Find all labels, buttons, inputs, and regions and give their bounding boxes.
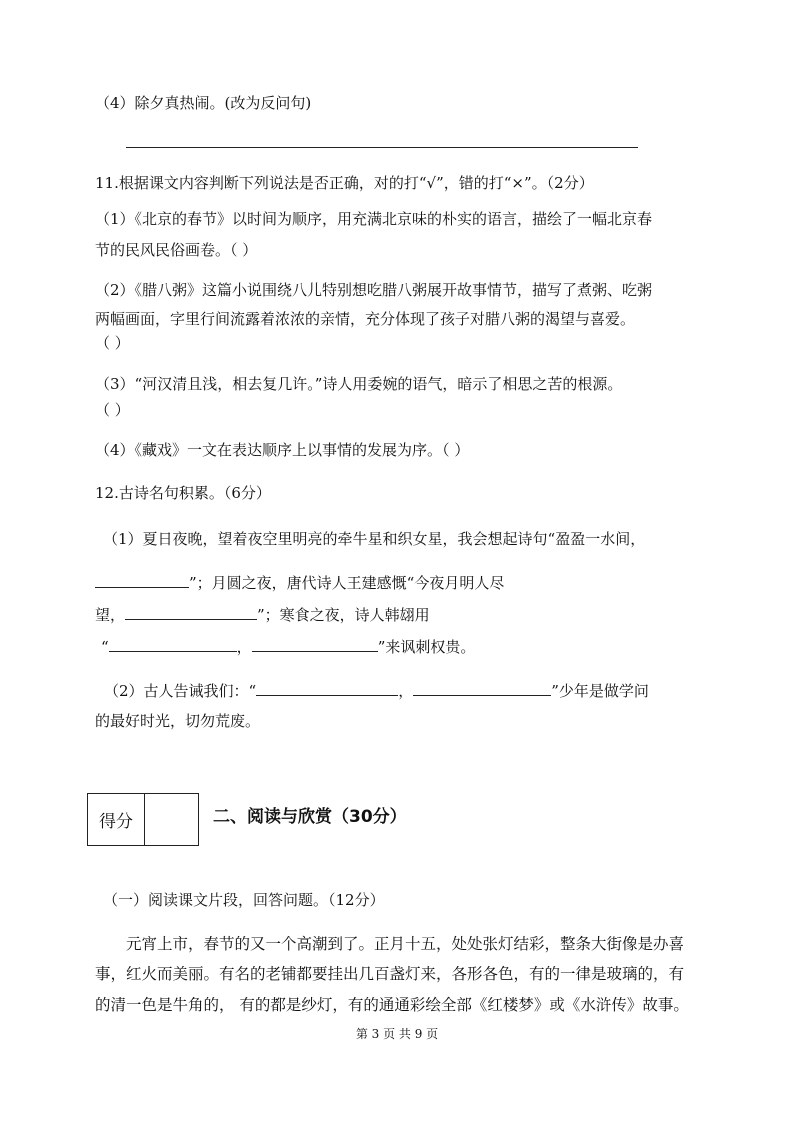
- passage-line2: 事，红火而美丽。有名的老铺都要挂出几百盏灯来，各形各色，有的一律是玻璃的，有: [95, 965, 685, 983]
- score-value-field[interactable]: [145, 794, 198, 845]
- page-footer: 第 3 页 共 9 页: [355, 1027, 439, 1041]
- fill-blank[interactable]: [95, 573, 189, 588]
- q12-item1-line3-start: 望，: [95, 606, 126, 624]
- q11-item3-line2: （ ）: [95, 401, 130, 419]
- q12-item2-line1-start: （2）古人告诫我们：“: [104, 682, 257, 700]
- passage-line3: 的清一色是牛角的， 有的都是纱灯，有的通通彩绘全部《红楼梦》或《水浒传》故事。: [95, 996, 689, 1014]
- fill-blank[interactable]: [252, 637, 378, 652]
- q12-item1-line2: ”；月圆之夜，唐代诗人王建感慨“今夜月明人尽: [189, 574, 505, 592]
- q12-stem: 12.古诗名句积累。（6分）: [95, 484, 271, 502]
- q11-item2-line3: （ ）: [95, 334, 130, 352]
- fill-blank[interactable]: [125, 605, 257, 620]
- q11-stem: 11.根据课文内容判断下列说法是否正确，对的打“√”，错的打“×”。（2分）: [95, 174, 594, 192]
- open-quote: “: [101, 638, 109, 656]
- q11-item4: （4）《藏戏》一文在表达顺序上以事情的发展为序。（ ）: [95, 441, 470, 459]
- reading-part1-heading: （一）阅读课文片段，回答问题。（12分）: [103, 891, 385, 909]
- score-label: 得分: [88, 794, 145, 845]
- fill-blank[interactable]: [413, 681, 551, 696]
- section-title: 二、阅读与欣赏（30分）: [213, 807, 407, 827]
- q11-item1-line1: （1）《北京的春节》以时间为顺序，用充满北京味的朴实的语言，描绘了一幅北京春: [95, 210, 653, 228]
- q12-item1-line3-end: ”；寒食之夜，诗人韩翃用: [257, 606, 430, 624]
- q11-item1-line2: 节的民风民俗画卷。（ ）: [95, 241, 258, 259]
- answer-line[interactable]: [126, 147, 638, 148]
- q10-item4: （4）除夕真热闹。(改为反问句): [95, 94, 312, 112]
- q11-item2-line2: 两幅画面，字里行间流露着浓浓的亲情，充分体现了孩子对腊八粥的渴望与喜爱。: [95, 310, 636, 328]
- score-box: [87, 793, 199, 846]
- comma: ，: [398, 682, 414, 700]
- fill-blank[interactable]: [256, 681, 398, 696]
- passage-line1: 元宵上市，春节的又一个高潮到了。正月十五，处处张灯结彩，整条大街像是办喜: [126, 935, 685, 953]
- q11-item2-line1: （2）《腊八粥》这篇小说围绕八儿特别想吃腊八粥展开故事情节，描写了煮粥、吃粥: [95, 281, 653, 299]
- q12-item2-line1-end: ”少年是做学问: [551, 682, 649, 700]
- q12-item1-line4-end: ”来讽刺权贵。: [377, 638, 476, 656]
- fill-blank[interactable]: [109, 637, 237, 652]
- q11-item3-line1: （3）“河汉清且浅，相去复几许。”诗人用委婉的语气，暗示了相思之苦的根源。: [95, 375, 623, 393]
- comma: ，: [236, 638, 252, 656]
- q12-item1-line1: （1）夏日夜晚，望着夜空里明亮的牵牛星和织女星，我会想起诗句“盈盈一水间，: [103, 530, 646, 548]
- q12-item2-line2: 的最好时光，切勿荒废。: [95, 712, 261, 730]
